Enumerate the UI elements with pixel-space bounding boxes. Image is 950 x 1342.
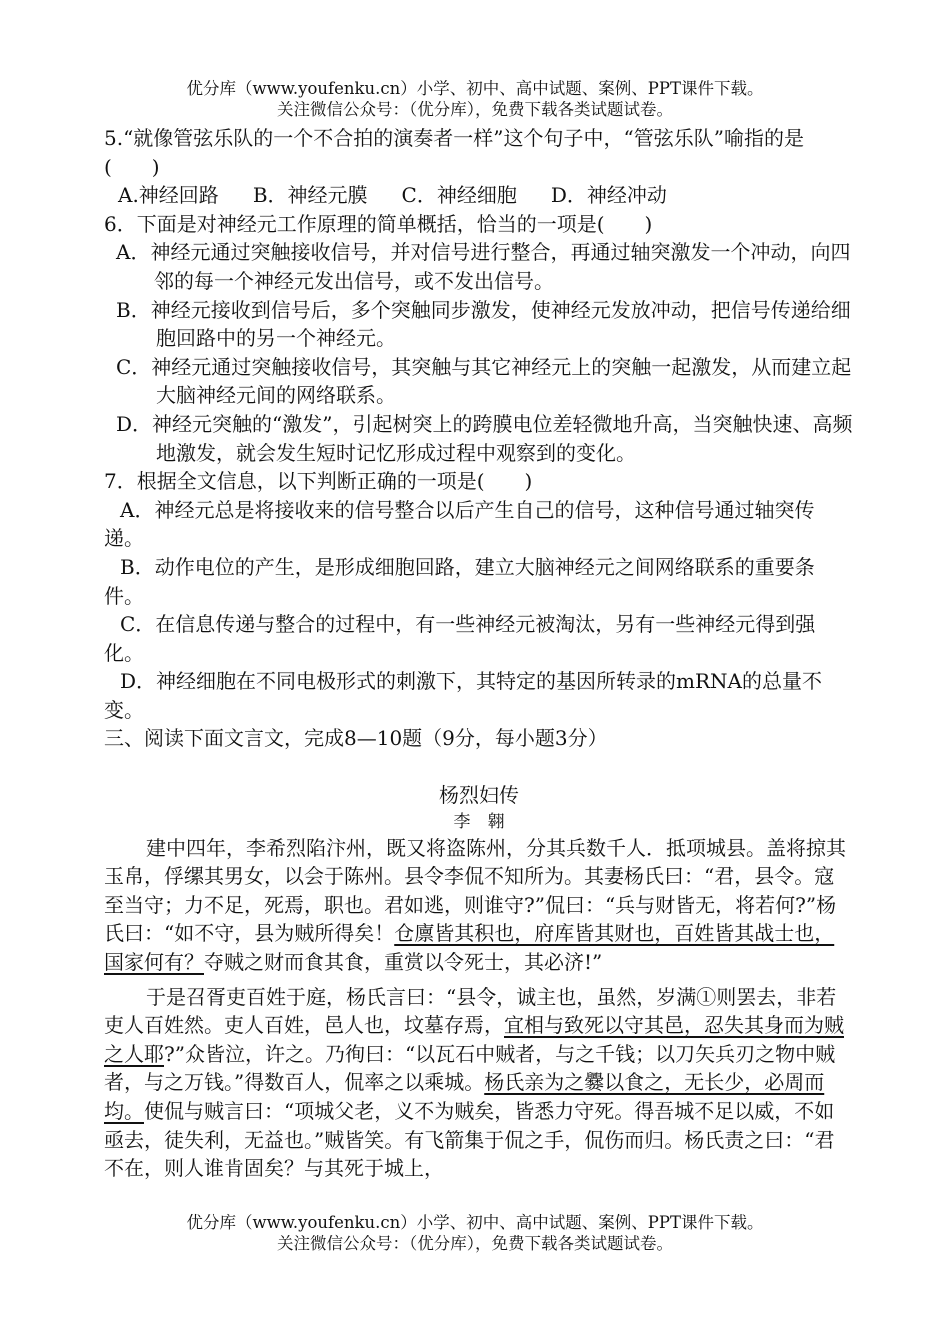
q5-option-c: C．神经细胞: [401, 183, 517, 208]
question-7-stem: 7．根据全文信息，以下判断正确的一项是( ): [104, 469, 533, 494]
passage-paragraph-1: [104, 834, 854, 977]
p2-text-a: 于是召胥吏百姓于庭，杨氏言曰：“县令，诚主也，虽然，岁满①则罢去，非若吏人百姓然。吏人百姓，邑人也，坟墓存焉，: [104, 984, 837, 1038]
q5-option-d: D．神经冲动: [550, 183, 667, 208]
question-5-stem: 5.“就像管弦乐队的一个不合拍的演奏者一样”这个句子中，“管弦乐队”喻指的是( ): [104, 126, 804, 179]
page-header: [0, 78, 950, 120]
q5-option-a: A.神经回路: [118, 183, 219, 208]
p2-text-c: 使侃与贼言曰：“项城父老，义不为贼矣，皆悉力守死。得吾城不足以威，不如亟去，徒失利，无益也。”贼皆笑。有飞箭集于侃之手，侃伤而归。杨氏责之曰：“君不在，则人谁肯固矣？与其死于城上，: [104, 1099, 835, 1181]
q7-option-a: A．神经元总是将接收来的信号整合以后产生自己的信号，这种信号通过轴突传递。: [104, 497, 815, 551]
p1-text-a: 建中四年，李希烈陷汴州，既又将盗陈州，分其兵数千人．抵项城县。盖将掠其玉帛，俘缧其男女，以会于陈州。县令李侃不知所为。其妻杨氏曰：“君，县令。寇至当守；力不足，死焉，职也。君如逃，则谁守?”侃曰：“兵与财皆无，将若何?”杨氏曰：“如不守，县为贼所得矣！: [104, 835, 846, 946]
header-line-2: 关注微信公众号：（优分库），免费下载各类试题试卷。: [277, 100, 673, 119]
passage-title: 杨烈妇传: [439, 783, 519, 808]
passage-paragraph-2: [104, 983, 854, 1183]
p1-underlined-sentence: 仓廪皆其积也，府库皆其财也，百姓皆其战士也，国家何有？: [104, 921, 835, 975]
q6-option-c: C．神经元通过突触接收信号，其突触与其它神经元上的突触一起激发，从而建立起大脑神经元间的网络联系。: [116, 354, 852, 408]
page-footer: [0, 1212, 950, 1254]
q6-option-b: B．神经元接收到信号后，多个突触同步激发，使神经元发放冲动，把信号传递给细胞回路中的另一个神经元。: [116, 297, 851, 351]
passage-author: 李 翱: [453, 811, 505, 832]
document-body: [104, 124, 854, 1183]
q7-option-c: C．在信息传递与整合的过程中，有一些神经元被淘汰，另有一些神经元得到强化。: [104, 612, 816, 665]
footer-line-1: 优分库（www.youfenku.cn）小学、初中、高中试题、案例、PPT课件下载。: [186, 1213, 764, 1232]
section-3-heading: 三、阅读下面文言文，完成8—10题（9分，每小题3分）: [104, 726, 608, 751]
q5-option-b: B．神经元膜: [252, 183, 368, 208]
p2-underlined-sentence-1: 宜相与致死以守其邑，忍失其身而为贼之人耶: [104, 1013, 844, 1066]
q6-option-a: A．神经元通过突触接收信号，并对信号进行整合，再通过轴突激发一个冲动，向四邻的每一个神经元发出信号，或不发出信号。: [116, 240, 851, 293]
q7-option-b: B．动作电位的产生，是形成细胞回路，建立大脑神经元之间网络联系的重要条件。: [104, 554, 815, 608]
footer-line-2: 关注微信公众号：（优分库），免费下载各类试题试卷。: [277, 1234, 673, 1253]
question-6-stem: 6．下面是对神经元工作原理的简单概括，恰当的一项是( ): [104, 211, 653, 236]
q6-option-d: D．神经元突触的“激发”，引起树突上的跨膜电位差轻微地升高，当突触快速、高频地激发，就会发生短时记忆形成过程中观察到的变化。: [116, 411, 853, 465]
p1-text-b: 夺贼之财而食其食，重赏以令死士，其必济!”: [204, 950, 603, 975]
p2-underlined-sentence-2: 杨氏亲为之爨以食之，无长少，必周而均。: [104, 1070, 825, 1123]
header-line-1: 优分库（www.youfenku.cn）小学、初中、高中试题、案例、PPT课件下载。: [186, 79, 764, 98]
q7-option-d: D．神经细胞在不同电极形式的刺激下，其特定的基因所转录的mRNA的总量不变。: [104, 669, 823, 722]
p2-text-b: ?”众皆泣，许之。乃徇曰：“以瓦石中贼者，与之千钱；以刀矢兵刃之物中贼者，与之万钱。”得数百人，侃率之以乘城。: [104, 1041, 836, 1095]
question-5-options: [104, 181, 854, 210]
